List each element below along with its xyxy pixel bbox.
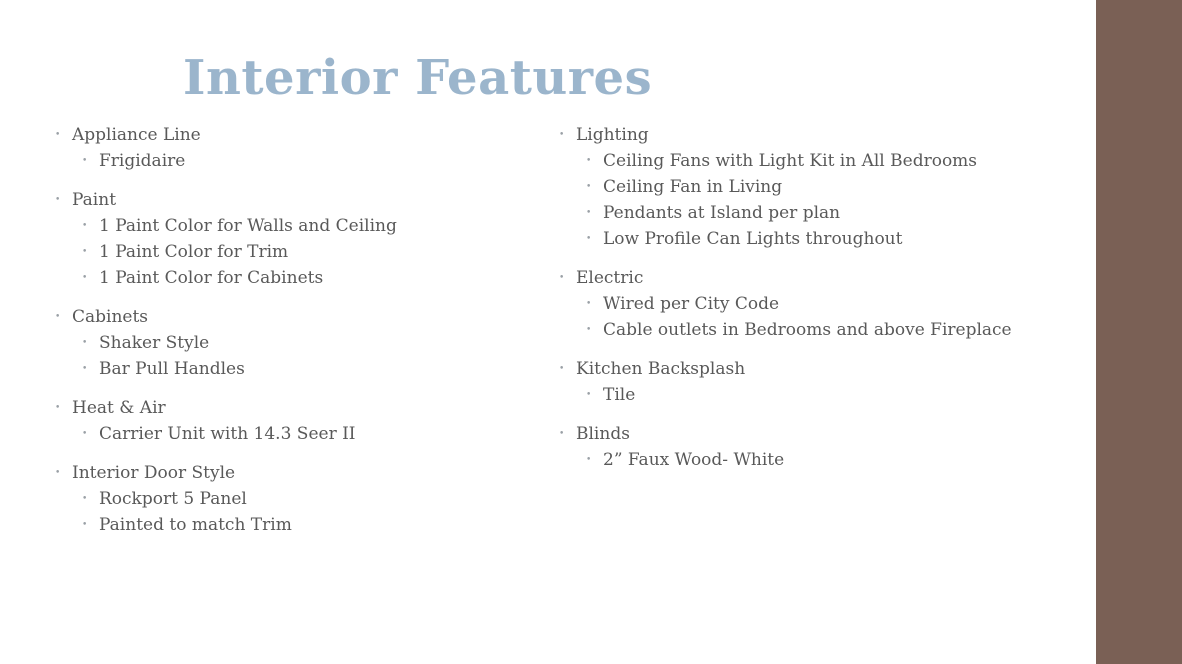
feature-item: • Bar Pull Handles xyxy=(54,356,397,382)
feature-group-kitchen-backsplash xyxy=(558,356,1012,408)
feature-heading: • Appliance Line xyxy=(54,122,397,148)
decorative-side-bar xyxy=(1096,0,1182,664)
feature-heading: • Blinds xyxy=(558,421,1012,447)
feature-item: • Ceiling Fan in Living xyxy=(558,174,1012,200)
feature-group-cabinets xyxy=(54,304,397,382)
feature-item: • Rockport 5 Panel xyxy=(54,486,397,512)
feature-heading: • Kitchen Backsplash xyxy=(558,356,1012,382)
feature-item: • 1 Paint Color for Walls and Ceiling xyxy=(54,213,397,239)
feature-heading: • Electric xyxy=(558,265,1012,291)
feature-group-appliance-line xyxy=(54,122,397,174)
feature-item: • Painted to match Trim xyxy=(54,512,397,538)
feature-item: • Wired per City Code xyxy=(558,291,1012,317)
feature-item: • Carrier Unit with 14.3 Seer II xyxy=(54,421,397,447)
feature-heading: • Interior Door Style xyxy=(54,460,397,486)
right-feature-column xyxy=(558,122,1012,486)
feature-group-blinds xyxy=(558,421,1012,473)
feature-item: • 1 Paint Color for Cabinets xyxy=(54,265,397,291)
feature-item: • Pendants at Island per plan xyxy=(558,200,1012,226)
left-feature-column xyxy=(54,122,397,551)
feature-item: • Shaker Style xyxy=(54,330,397,356)
feature-item: • Ceiling Fans with Light Kit in All Bedrooms xyxy=(558,148,1012,174)
feature-item: • Cable outlets in Bedrooms and above Fireplace xyxy=(558,317,1012,343)
feature-group-heat-air xyxy=(54,395,397,447)
feature-group-lighting xyxy=(558,122,1012,252)
feature-heading: • Cabinets xyxy=(54,304,397,330)
feature-item: • 2” Faux Wood- White xyxy=(558,447,1012,473)
feature-item: • Tile xyxy=(558,382,1012,408)
feature-group-interior-door-style xyxy=(54,460,397,538)
feature-group-electric xyxy=(558,265,1012,343)
feature-item: • Low Profile Can Lights throughout xyxy=(558,226,1012,252)
feature-heading: • Lighting xyxy=(558,122,1012,148)
feature-heading: • Heat & Air xyxy=(54,395,397,421)
slide-title: Interior Features xyxy=(183,50,653,106)
feature-item: • 1 Paint Color for Trim xyxy=(54,239,397,265)
feature-item: • Frigidaire xyxy=(54,148,397,174)
feature-group-paint xyxy=(54,187,397,291)
feature-heading: • Paint xyxy=(54,187,397,213)
